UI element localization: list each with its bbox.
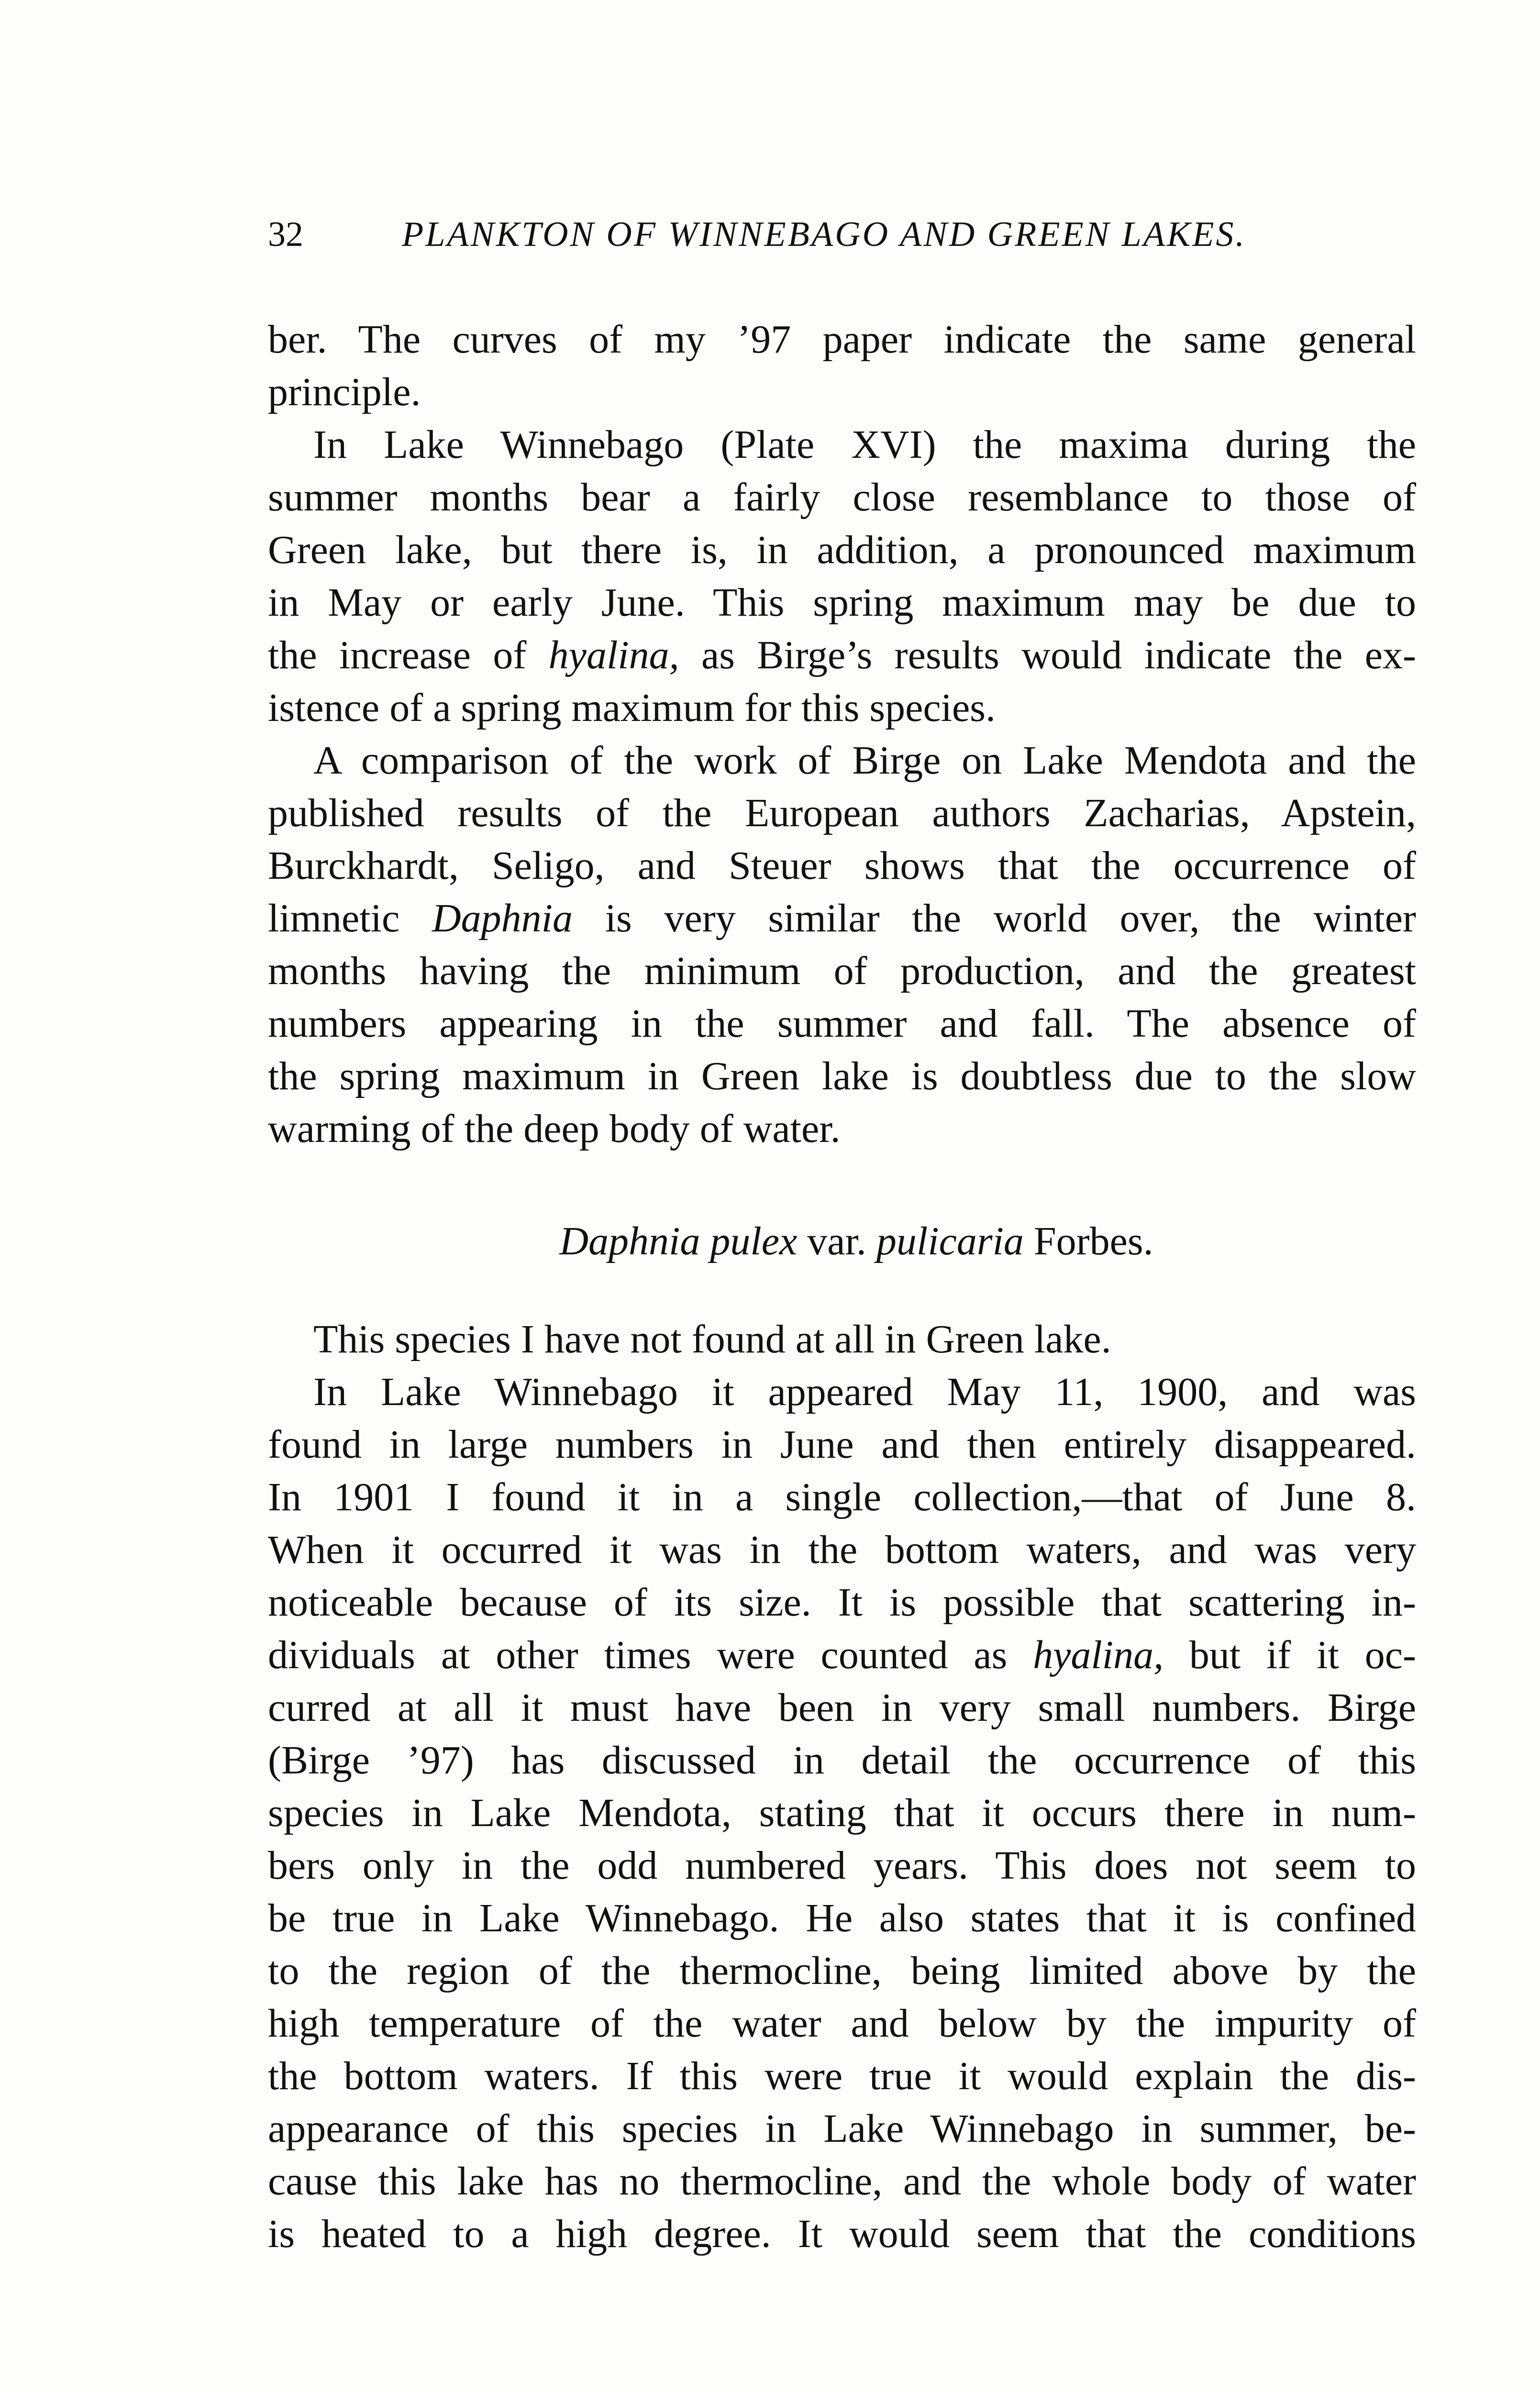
text-line: (Birge ’97) has discussed in detail the occurrence of this <box>268 1738 1416 1783</box>
page-number: 32 <box>268 215 303 254</box>
text-line: curred at all it must have been in very small numbers. Birge <box>268 1685 1416 1730</box>
text-fragment: as Birge’s results would indicate the ex- <box>679 633 1416 677</box>
paragraph-comparison <box>268 734 1416 1155</box>
text-line: summer months bear a fairly close resemblance to those of <box>268 475 1416 520</box>
text-fragment: limnetic <box>268 896 432 941</box>
text-line: Burckhardt, Seligo, and Steuer shows that the occurrence of <box>268 843 1416 888</box>
text-fragment: is very similar the world over, the winter <box>572 896 1416 941</box>
text-line: is heated to a high degree. It would seem that the conditions <box>268 2212 1416 2256</box>
variety-name: pulicaria <box>876 1219 1024 1263</box>
text-fragment: the increase of <box>268 633 549 677</box>
species-name: Daphnia pulex <box>559 1219 798 1263</box>
italic-term: hyalina, <box>548 633 679 677</box>
text-line: ber. The curves of my ’97 paper indicate the same general <box>268 317 1416 362</box>
page-header <box>268 210 1296 258</box>
text-line: appearance of this species in Lake Winnebago in summer, be- <box>268 2106 1416 2151</box>
section-heading <box>268 1215 1416 1268</box>
text-line: published results of the European authors Zacharias, Apstein, <box>268 791 1416 835</box>
text-line: principle. <box>268 370 421 414</box>
text-line: cause this lake has no thermocline, and the whole body of water <box>268 2159 1416 2204</box>
text-line: numbers appearing in the summer and fall. The absence of <box>268 1001 1416 1046</box>
paragraph-continuation <box>268 313 1416 419</box>
text-line: the bottom waters. If this were true it would explain the dis- <box>268 2054 1416 2098</box>
text-line <box>268 892 1416 945</box>
text-line: in May or early June. This spring maximum may be due to <box>268 580 1416 625</box>
text-line: found in large numbers in June and then entirely disappeared. <box>268 1422 1416 1467</box>
text-line: bers only in the odd numbered years. This does not seem to <box>268 1843 1416 1888</box>
text-line: In Lake Winnebago it appeared May 11, 1900, and was <box>313 1370 1416 1414</box>
text-line: In 1901 I found it in a single collection,—that of June 8. <box>268 1475 1416 1519</box>
text-line: be true in Lake Winnebago. He also states that it is confined <box>268 1896 1416 1940</box>
author-name: Forbes. <box>1023 1219 1153 1263</box>
text-fragment: dividuals at other times were counted as <box>268 1633 1033 1677</box>
text-line: months having the minimum of production, and the greatest <box>268 949 1416 993</box>
body-text <box>268 313 1416 2260</box>
text-line: A comparison of the work of Birge on Lake Mendota and the <box>313 738 1416 783</box>
text-line: to the region of the thermocline, being limited above by the <box>268 1949 1416 1993</box>
running-title: PLANKTON OF WINNEBAGO AND GREEN LAKES. <box>402 215 1247 254</box>
text-line: Green lake, but there is, in addition, a pronounced maximum <box>268 528 1416 572</box>
text-line <box>268 1629 1416 1682</box>
text-fragment: but if it oc- <box>1163 1633 1416 1677</box>
var-label: var. <box>797 1219 876 1263</box>
text-line: species in Lake Mendota, stating that it occurs there in num- <box>268 1791 1416 1835</box>
text-line: noticeable because of its size. It is possible that scattering in- <box>268 1580 1416 1625</box>
text-line: This species I have not found at all in Green lake. <box>313 1317 1111 1362</box>
text-line: high temperature of the water and below by the impurity of <box>268 2001 1416 2046</box>
text-line: In Lake Winnebago (Plate XVI) the maxima during the <box>313 422 1416 467</box>
paragraph-green-lake-absence <box>268 1313 1416 1366</box>
text-line: the spring maximum in Green lake is doubtless due to the slow <box>268 1054 1416 1098</box>
italic-term: hyalina, <box>1033 1633 1164 1677</box>
text-line: warming of the deep body of water. <box>268 1107 841 1151</box>
text-line: When it occurred it was in the bottom waters, and was very <box>268 1528 1416 1572</box>
text-line <box>268 629 1416 682</box>
paragraph-lake-winnebago-maxima <box>268 419 1416 734</box>
italic-term: Daphnia <box>432 896 573 941</box>
paragraph-lake-winnebago-occurrence <box>268 1366 1416 2260</box>
text-line: istence of a spring maximum for this species. <box>268 686 996 730</box>
